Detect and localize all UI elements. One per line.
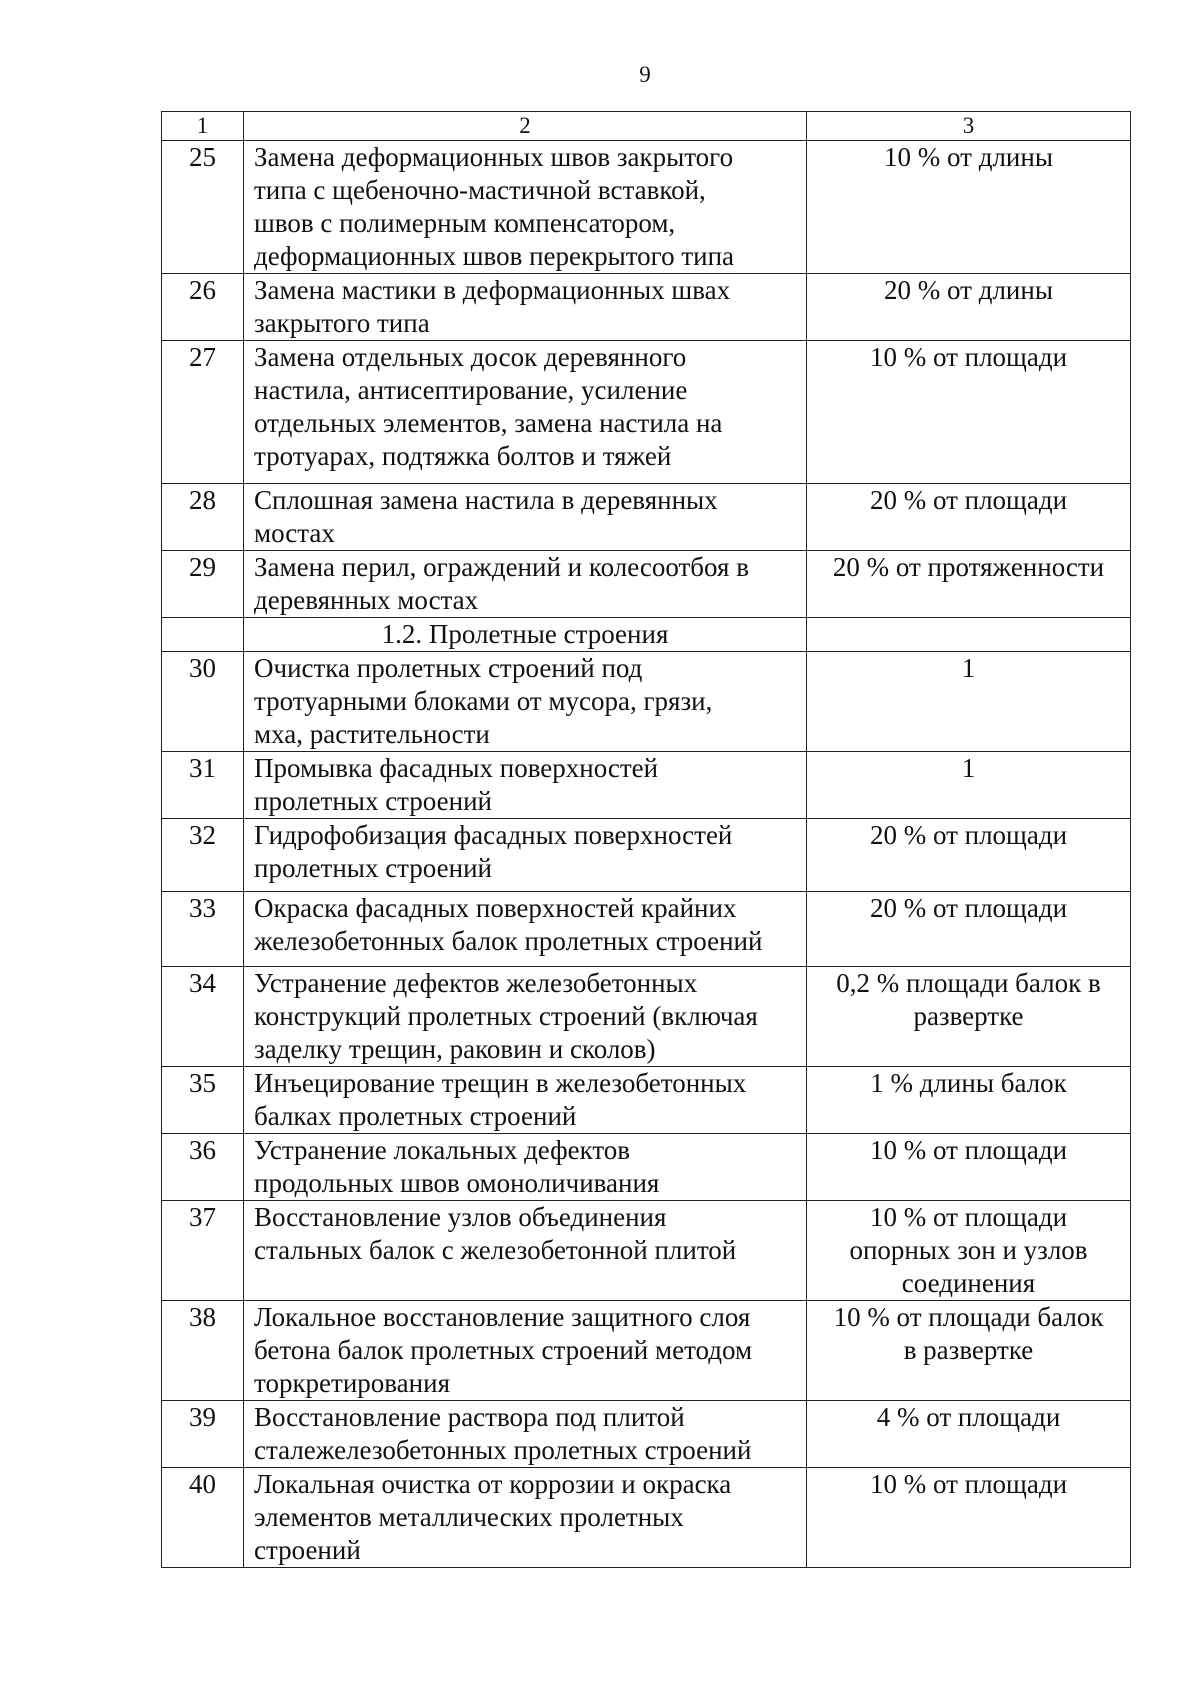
work-description — [244, 752, 807, 819]
norm-value-line: 20 % от площади — [869, 485, 1068, 515]
work-description-line: закрытого типа — [254, 308, 430, 338]
norm-value-line: 10 % от площади — [869, 342, 1068, 372]
work-description — [244, 967, 807, 1067]
work-description-line: балках пролетных строений — [254, 1101, 577, 1131]
work-description-line: железобетонных балок пролетных строений — [254, 926, 763, 956]
table-row — [162, 141, 1131, 274]
norm-value — [807, 141, 1131, 274]
work-description-line: стальных балок с железобетонной плитой — [254, 1235, 737, 1265]
work-description — [244, 652, 807, 752]
norm-value-line: 20 % от площади — [869, 893, 1068, 923]
work-description-line: типа с щебеночно-мастичной вставкой, — [254, 175, 706, 205]
work-description — [244, 892, 807, 967]
work-description — [244, 274, 807, 341]
row-number: 38 — [162, 1301, 244, 1401]
norm-value — [807, 967, 1131, 1067]
section-title: 1.2. Пролетные строения — [244, 618, 807, 652]
works-table — [161, 111, 1131, 1568]
norm-value — [807, 892, 1131, 967]
work-description-line: Замена перил, ограждений и колесоотбоя в — [254, 552, 749, 582]
norm-value — [807, 1468, 1131, 1568]
norm-value — [807, 1301, 1131, 1401]
work-description — [244, 141, 807, 274]
row-number: 27 — [162, 341, 244, 484]
norm-value-line: 1 — [961, 753, 976, 783]
work-description-line: тротуарах, подтяжка болтов и тяжей — [254, 441, 672, 471]
row-number: 35 — [162, 1067, 244, 1134]
section-norm-cell — [807, 618, 1131, 652]
page-number: 9 — [639, 62, 651, 87]
work-description — [244, 1134, 807, 1201]
work-description — [244, 1067, 807, 1134]
work-description-line: пролетных строений — [254, 786, 492, 816]
row-number: 29 — [162, 551, 244, 618]
norm-value — [807, 819, 1131, 892]
row-number: 31 — [162, 752, 244, 819]
norm-value — [807, 1201, 1131, 1301]
work-description-line: мостах — [254, 518, 335, 548]
work-description-line: тротуарными блоками от мусора, грязи, — [254, 686, 713, 716]
row-number: 30 — [162, 652, 244, 752]
norm-value-line: 20 % от протяженности — [832, 552, 1105, 582]
norm-value — [807, 1134, 1131, 1201]
norm-value — [807, 752, 1131, 819]
norm-value — [807, 1401, 1131, 1468]
row-number: 40 — [162, 1468, 244, 1568]
work-description-line: торкретирования — [254, 1368, 450, 1398]
work-description — [244, 819, 807, 892]
norm-value — [807, 274, 1131, 341]
work-description-line: Локальное восстановление защитного слоя — [254, 1302, 751, 1332]
work-description — [244, 1301, 807, 1401]
work-description-line: элементов металлических пролетных — [254, 1502, 684, 1532]
work-description-line: деформационных швов перекрытого типа — [254, 241, 735, 271]
norm-value — [807, 341, 1131, 484]
row-number: 32 — [162, 819, 244, 892]
work-description-line: конструкций пролетных строений (включая — [254, 1001, 758, 1031]
table-row — [162, 892, 1131, 967]
work-description — [244, 1468, 807, 1568]
column-header-1: 1 — [162, 112, 244, 141]
work-description — [244, 551, 807, 618]
table-row — [162, 1067, 1131, 1134]
row-number: 39 — [162, 1401, 244, 1468]
work-description-line: Устранение локальных дефектов — [254, 1135, 631, 1165]
work-description-line: Локальная очистка от коррозии и окраска — [254, 1469, 732, 1499]
section-row — [162, 618, 1131, 652]
work-description-line: Замена отдельных досок деревянного — [254, 342, 687, 372]
norm-value-line: 1 % длины балок — [870, 1068, 1067, 1098]
norm-value-line: соединения — [901, 1268, 1036, 1298]
work-description-line: заделку трещин, раковин и сколов) — [254, 1034, 656, 1064]
norm-value-line: 0,2 % площади балок в — [836, 968, 1101, 998]
work-description-line: Промывка фасадных поверхностей — [254, 753, 659, 783]
work-description — [244, 1401, 807, 1468]
work-description — [244, 484, 807, 551]
work-description-line: Сплошная замена настила в деревянных — [254, 485, 718, 515]
row-number: 33 — [162, 892, 244, 967]
row-number: 37 — [162, 1201, 244, 1301]
table-row — [162, 1468, 1131, 1568]
norm-value-line: в развертке — [903, 1335, 1034, 1365]
table-row — [162, 819, 1131, 892]
work-description-line: настила, антисептирование, усиление — [254, 375, 688, 405]
norm-value-line: 10 % от площади — [869, 1135, 1068, 1165]
table-header-row — [162, 112, 1131, 141]
norm-value-line: 10 % от длины — [884, 142, 1053, 172]
work-description-line: отдельных элементов, замена настила на — [254, 408, 723, 438]
work-description-line: Замена мастики в деформационных швах — [254, 275, 731, 305]
table-row — [162, 1301, 1131, 1401]
table-row — [162, 1134, 1131, 1201]
norm-value-line: 10 % от площади балок — [833, 1302, 1104, 1332]
norm-value-line: 1 — [961, 653, 976, 683]
table-row — [162, 1201, 1131, 1301]
norm-value-line: 10 % от площади — [869, 1202, 1068, 1232]
work-description-line: продольных швов омоноличивания — [254, 1168, 660, 1198]
table-row — [162, 484, 1131, 551]
column-header-2: 2 — [244, 112, 807, 141]
column-header-3: 3 — [807, 112, 1131, 141]
row-number: 25 — [162, 141, 244, 274]
work-description-line: бетона балок пролетных строений методом — [254, 1335, 753, 1365]
work-description-line: Восстановление раствора под плитой — [254, 1402, 685, 1432]
row-number: 26 — [162, 274, 244, 341]
row-number: 34 — [162, 967, 244, 1067]
work-description-line: сталежелезобетонных пролетных строений — [254, 1435, 752, 1465]
work-description-line: Очистка пролетных строений под — [254, 653, 643, 683]
norm-value-line: 10 % от площади — [869, 1469, 1068, 1499]
section-num-cell — [162, 618, 244, 652]
work-description — [244, 1201, 807, 1301]
norm-value-line: 4 % от площади — [876, 1402, 1061, 1432]
work-description-line: швов с полимерным компенсатором, — [254, 208, 676, 238]
work-description-line: Замена деформационных швов закрытого — [254, 142, 734, 172]
norm-value-line: 20 % от длины — [884, 275, 1053, 305]
table-row — [162, 274, 1131, 341]
work-description-line: пролетных строений — [254, 853, 492, 883]
table-row — [162, 967, 1131, 1067]
norm-value — [807, 652, 1131, 752]
row-number: 36 — [162, 1134, 244, 1201]
norm-value — [807, 551, 1131, 618]
norm-value-line: 20 % от площади — [869, 820, 1068, 850]
table-row — [162, 341, 1131, 484]
table-row — [162, 752, 1131, 819]
work-description-line: строений — [254, 1535, 361, 1565]
work-description-line: Устранение дефектов железобетонных — [254, 968, 698, 998]
norm-value-line: развертке — [913, 1001, 1024, 1031]
work-description-line: Гидрофобизация фасадных поверхностей — [254, 820, 733, 850]
work-description-line: Восстановление узлов объединения — [254, 1202, 667, 1232]
norm-value-line: опорных зон и узлов — [849, 1235, 1088, 1265]
table-row — [162, 551, 1131, 618]
table-row — [162, 652, 1131, 752]
table-body — [162, 112, 1131, 1568]
norm-value — [807, 1067, 1131, 1134]
work-description — [244, 341, 807, 484]
row-number: 28 — [162, 484, 244, 551]
work-description-line: деревянных мостах — [254, 585, 479, 615]
work-description-line: Окраска фасадных поверхностей крайних — [254, 893, 737, 923]
work-description-line: мха, растительности — [254, 719, 490, 749]
table-row — [162, 1401, 1131, 1468]
norm-value — [807, 484, 1131, 551]
work-description-line: Инъецирование трещин в железобетонных — [254, 1068, 747, 1098]
